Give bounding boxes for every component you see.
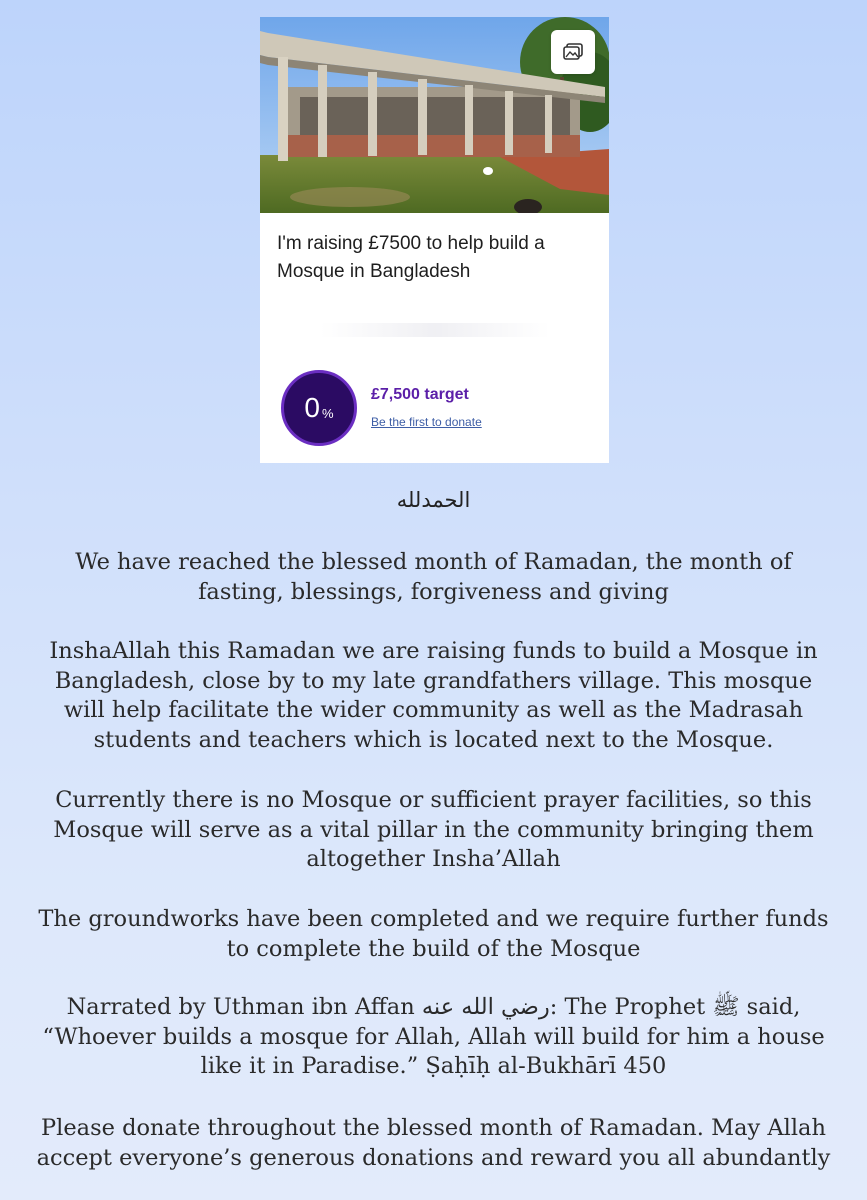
- paragraph-line: InshaAllah this Ramadan we are raising funds to build a Mosque in: [49, 638, 818, 664]
- title-line: Mosque in Bangladesh: [277, 261, 471, 282]
- paragraph-groundworks: [30, 905, 837, 964]
- paragraph-please-donate: [30, 1114, 837, 1173]
- paragraph-line: Mosque will serve as a vital pillar in the community bringing them: [53, 816, 814, 843]
- paragraph-line: Narrated by Uthman ibn Affan رضي الله عنه: The Prophet ﷺ said,: [66, 994, 801, 1020]
- progress-percent-value: 0: [304, 392, 320, 423]
- paragraph-line: Currently there is no Mosque or sufficient prayer facilities, so this: [55, 787, 812, 813]
- paragraph-line: like it in Paradise.” Ṣaḥīḥ al-Bukhārī 450: [200, 1053, 667, 1079]
- paragraph-line: Please donate throughout the blessed month of Ramadan. May Allah: [41, 1115, 826, 1141]
- paragraph-ramadan: [30, 548, 837, 607]
- paragraph-hadith: [30, 993, 837, 1082]
- faded-divider: [320, 323, 550, 337]
- paragraph-line: accept everyone’s generous donations and reward you all abundantly: [36, 1144, 831, 1171]
- arabic-heading: الحمدلله: [396, 488, 471, 512]
- gallery-button[interactable]: [551, 30, 595, 74]
- image-gallery-icon: [563, 43, 583, 61]
- paragraph-line: to complete the build of the Mosque: [226, 935, 641, 962]
- paragraph-line: fasting, blessings, forgiveness and giving: [198, 578, 669, 605]
- paragraph-line: “Whoever builds a mosque for Allah, Allah will build for him a house: [42, 1023, 825, 1050]
- progress-ring: [281, 370, 357, 446]
- paragraph-line: The groundworks have been completed and we require further funds: [38, 906, 829, 932]
- progress-percent-sign: %: [322, 405, 334, 421]
- paragraph-currently: [30, 786, 837, 875]
- first-donate-link[interactable]: Be the first to donate: [371, 415, 482, 429]
- target-amount: £7,500 target: [371, 386, 469, 403]
- fundraiser-title[interactable]: [277, 230, 597, 286]
- paragraph-line: altogether Insha’Allah: [306, 846, 561, 872]
- paragraph-inshaallah: [30, 637, 837, 755]
- paragraph-line: We have reached the blessed month of Ramadan, the month of: [75, 549, 792, 575]
- paragraph-line: will help facilitate the wider community as well as the Madrasah: [63, 697, 804, 723]
- paragraph-line: Bangladesh, close by to my late grandfathers village. This mosque: [54, 667, 813, 694]
- paragraph-line: students and teachers which is located next to the Mosque.: [93, 726, 774, 753]
- fundraiser-card[interactable]: [260, 17, 609, 463]
- title-line: I'm raising £7500 to help build a: [277, 233, 545, 254]
